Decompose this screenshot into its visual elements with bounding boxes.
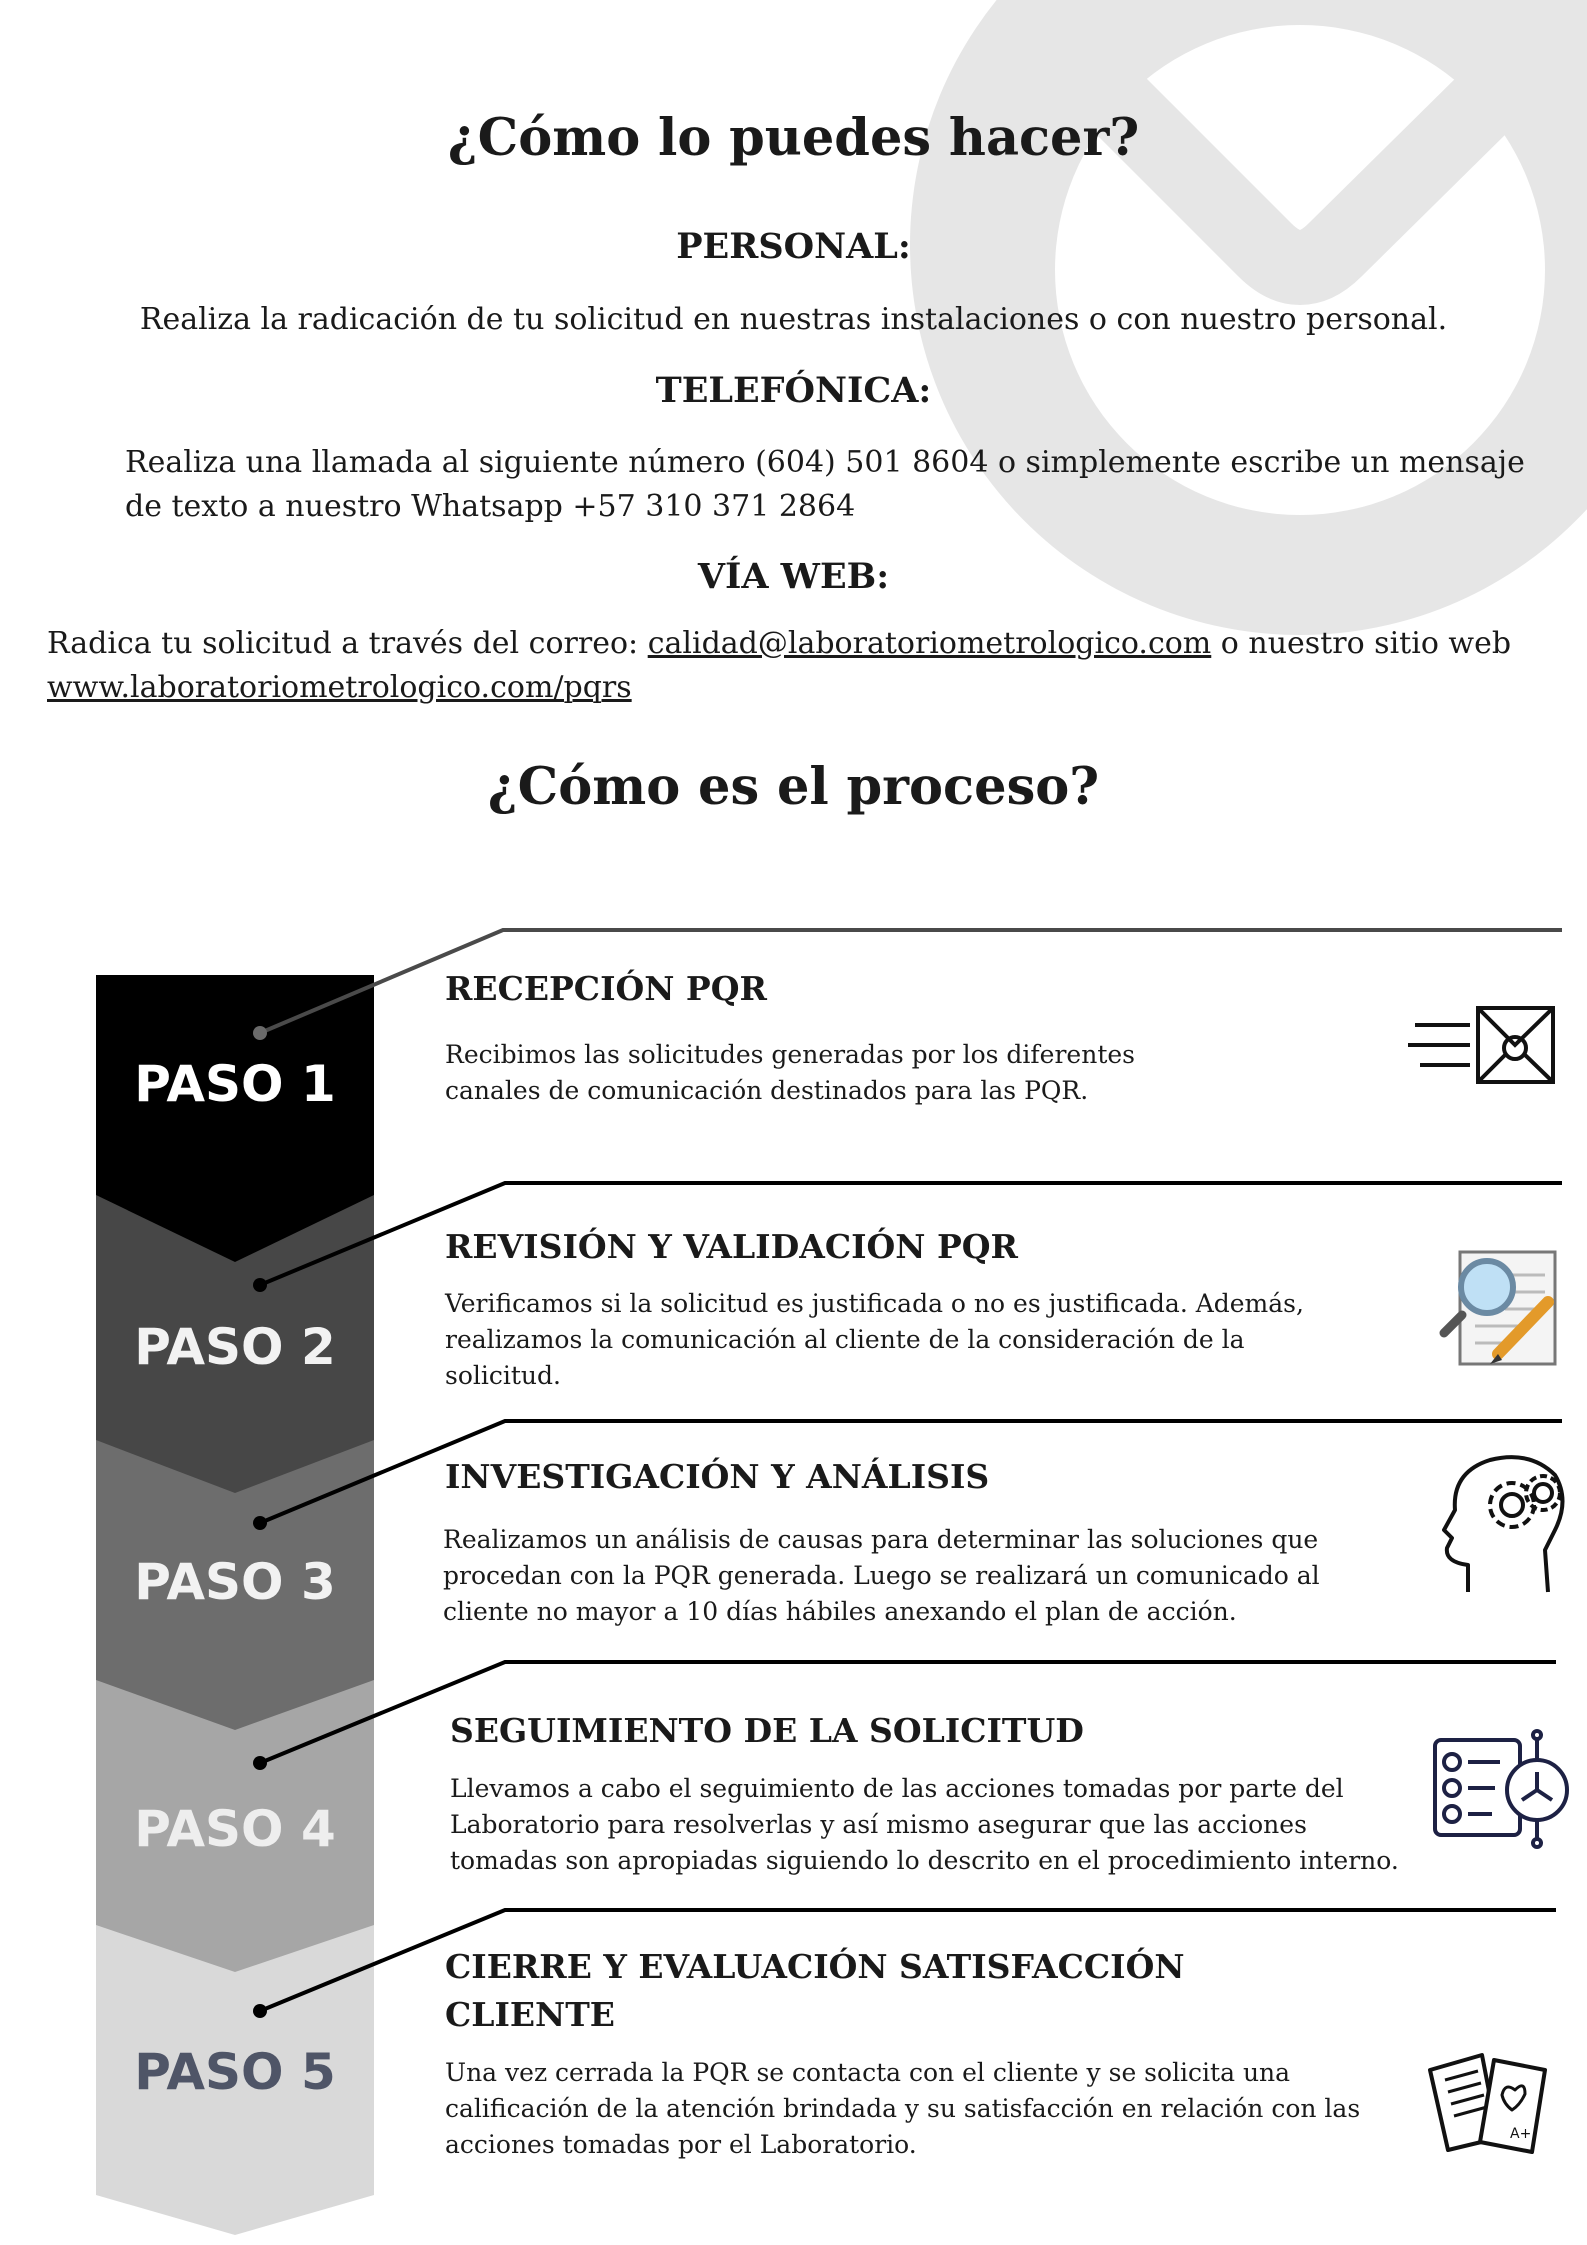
svg-text:A+: A+ (1510, 2126, 1532, 2142)
step-title-1: RECEPCIÓN PQR (445, 969, 767, 1008)
step-desc-3 (443, 1522, 1320, 1630)
paso-label-3: PASO 3 (134, 1553, 336, 1611)
paso-label-1: PASO 1 (134, 1055, 336, 1113)
step-desc-line: cliente no mayor a 10 días hábiles anexando el plan de acción. (443, 1597, 1237, 1626)
documents-grade-icon (1430, 2055, 1545, 2152)
channel-text-web-prefix: Radica tu solicitud a través del correo: (47, 626, 648, 661)
step-title-line: CIERRE Y EVALUACIÓN SATISFACCIÓN (445, 1947, 1185, 1986)
step-desc-line: acciones tomadas por el Laboratorio. (445, 2130, 917, 2159)
paso-label-5: PASO 5 (134, 2043, 336, 2101)
document-search-icon (1444, 1252, 1555, 1364)
step-desc-line: realizamos la comunicación al cliente de la consideración de la (445, 1325, 1245, 1354)
channel-text-personal: Realiza la radicación de tu solicitud en nuestras instalaciones o con nuestro personal. (139, 302, 1448, 337)
channel-text-telefonica-line2: de texto a nuestro Whatsapp +57 310 371 2864 (125, 489, 856, 524)
step-desc-line: Realizamos un análisis de causas para determinar las soluciones que (443, 1525, 1319, 1554)
channel-heading-web: VÍA WEB: (697, 556, 890, 597)
channel-heading-telefonica: TELEFÓNICA: (655, 370, 932, 411)
envelope-icon (1408, 1008, 1553, 1082)
checklist-clock-icon (1435, 1731, 1567, 1847)
step-desc-line: Laboratorio para resolverlas y así mismo asegurar que las acciones (450, 1810, 1307, 1839)
step-title-line: CLIENTE (445, 1995, 615, 2034)
channel-text-web-suffix: o nuestro sitio web (1211, 626, 1512, 661)
step-desc-5 (445, 2055, 1360, 2163)
step-desc-line: procedan con la PQR generada. Luego se realizará un comunicado al (443, 1561, 1320, 1590)
page-title: ¿Cómo lo puedes hacer? (447, 108, 1140, 168)
step-title-3: INVESTIGACIÓN Y ANÁLISIS (445, 1457, 990, 1496)
step-title-2: REVISIÓN Y VALIDACIÓN PQR (445, 1227, 1018, 1266)
step-desc-line: canales de comunicación destinados para las PQR. (445, 1076, 1089, 1105)
step-desc-line: tomadas son apropiadas siguiendo lo descrito en el procedimiento interno. (450, 1846, 1399, 1875)
channel-heading-personal: PERSONAL: (676, 226, 911, 267)
step-desc-line: calificación de la atención brindada y su satisfacción en relación con las (445, 2094, 1361, 2123)
step-title-4: SEGUIMIENTO DE LA SOLICITUD (450, 1711, 1084, 1750)
email-link[interactable]: calidad@laboratoriometrologico.com (647, 626, 1212, 661)
step-desc-4 (450, 1771, 1399, 1879)
step-desc-line: Verificamos si la solicitud es justificada o no es justificada. Además, (445, 1289, 1304, 1318)
step-desc-line: Una vez cerrada la PQR se contacta con el cliente y se solicita una (445, 2058, 1291, 2087)
step-desc-2 (445, 1286, 1304, 1394)
head-gear-icon (1444, 1457, 1563, 1592)
process-title: ¿Cómo es el proceso? (487, 757, 1100, 817)
step-title-5 (445, 1943, 1185, 2039)
step-desc-line: solicitud. (445, 1361, 561, 1390)
paso-label-4: PASO 4 (134, 1800, 336, 1858)
channel-text-telefonica-line1: Realiza una llamada al siguiente número (604) 501 8604 o simplemente escribe un mensaje (125, 445, 1525, 480)
step-desc-line: Recibimos las solicitudes generadas por los diferentes (445, 1040, 1135, 1069)
step-desc-1 (445, 1037, 1135, 1109)
step-desc-line: Llevamos a cabo el seguimiento de las acciones tomadas por parte del (450, 1774, 1344, 1803)
paso-label-2: PASO 2 (134, 1318, 336, 1376)
website-link[interactable]: www.laboratoriometrologico.com/pqrs (47, 670, 632, 705)
